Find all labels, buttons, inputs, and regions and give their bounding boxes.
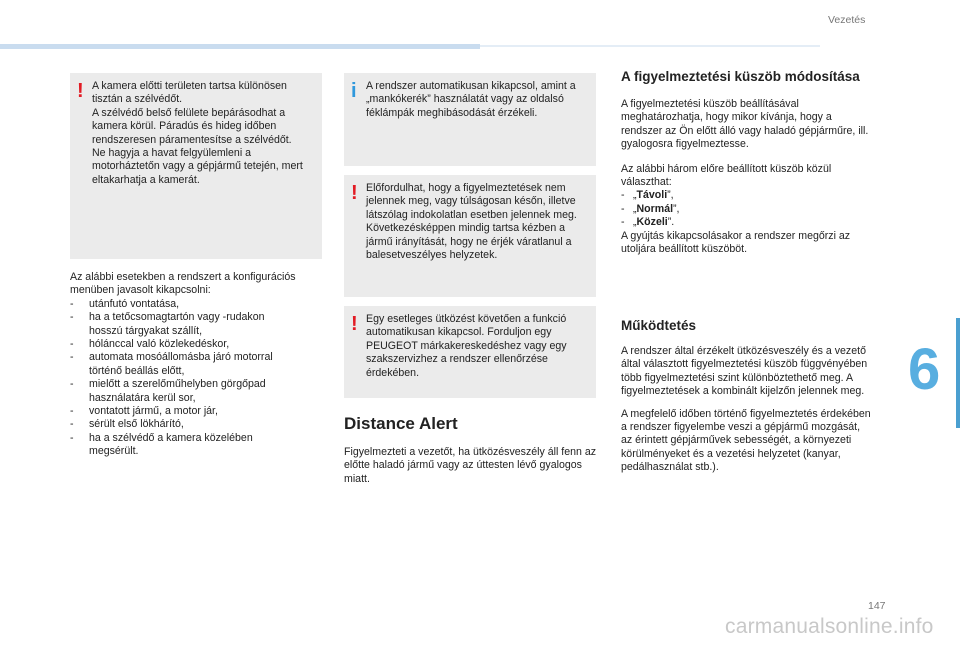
page-number: 147 xyxy=(868,600,886,612)
info-box xyxy=(344,73,596,166)
threshold-options xyxy=(621,189,871,229)
operation-section xyxy=(621,318,871,475)
threshold-paragraph-3: A gyújtás kikapcsolásakor a rendszer megőrzi az utoljára beállított küszöböt. xyxy=(621,229,851,256)
section-title: Vezetés xyxy=(828,14,866,26)
deactivation-section xyxy=(70,271,325,459)
list-item: - ha a tetőcsomagtartón vagy -rudakon hosszú tárgyakat szállít, xyxy=(70,311,325,338)
camera-warning-text: A kamera előtti területen tartsa különösen tisztán a szélvédőt. A szélvédő belső felülete bepárásodhat a kamera körül. Páradús és hideg időben rendszeresen páramentesítse a szélvédőt. Ne hagyja a havat felgyülemleni a motorháztetőn vagy a gépjármű tetején, mert eltakarhatja a kamerát. xyxy=(92,80,303,186)
watermark: carmanualsonline.info xyxy=(725,615,934,638)
threshold-option: - „Normál”, xyxy=(621,203,871,216)
warning-icon: ! xyxy=(351,182,358,204)
distance-alert-section xyxy=(344,414,599,486)
list-item: - automata mosóállomásba járó motorral történő beállás előtt, xyxy=(70,351,325,378)
threshold-option: - „Távoli”, xyxy=(621,189,871,202)
collision-warning-text: Egy esetleges ütközést követően a funkció automatikusan kikapcsol. Forduljon egy PEUGEOT márkakereskedéshez vagy egy szakszervizhez a rendszer ellenőrzése érdekében. xyxy=(366,313,567,379)
list-item: - vontatott jármű, a motor jár, xyxy=(70,405,325,418)
chapter-tab xyxy=(956,318,960,428)
option-name: Normál xyxy=(636,202,674,215)
distance-alert-title: Distance Alert xyxy=(344,414,458,433)
threshold-section xyxy=(621,69,871,256)
camera-warning-box xyxy=(70,73,322,259)
alert-warning-text: Előfordulhat, hogy a figyelmeztetések nem jelennek meg, vagy túlságosan későn, illetve látszólag indokolatlan esetben jelennek meg. Következésképpen mindig tartsa kézben a jármű irányítását, hogy ne érjék váratlanul a balesetveszélyes helyzetek. xyxy=(366,182,577,262)
list-item: - ha a szélvédő a kamera közelében megsérült. xyxy=(70,432,325,459)
warning-icon: ! xyxy=(351,313,358,335)
info-icon: i xyxy=(351,80,357,102)
list-item: - mielőtt a szerelőműhelyben görgőpad használatára kerül sor, xyxy=(70,378,325,405)
option-name: Közeli xyxy=(636,216,668,229)
list-item: - hólánccal való közlekedéskor, xyxy=(70,338,325,351)
deactivation-intro: Az alábbi esetekben a rendszert a konfigurációs menüben javasolt kikapcsolni: xyxy=(70,271,296,297)
distance-alert-text: Figyelmezteti a vezetőt, ha ütközésveszély áll fenn az előtte haladó jármű vagy az úttesten lévő gyalogos miatt. xyxy=(344,446,597,485)
threshold-paragraph-2: Az alábbi három előre beállított küszöb közül választhat: xyxy=(621,162,832,189)
alert-warning-box xyxy=(344,175,596,297)
collision-warning-box xyxy=(344,306,596,398)
list-item: - sérült első lökhárító, xyxy=(70,418,325,431)
threshold-paragraph-1: A figyelmeztetési küszöb beállításával meghatározhatja, hogy mikor kívánja, hogy a rendszer az Ön előtt álló vagy haladó gépjárműre, ill. gyalogosra figyelmeztesse. xyxy=(621,98,869,151)
deactivation-list xyxy=(70,298,325,459)
chapter-number: 6 xyxy=(908,337,941,402)
operation-paragraph-2: A megfelelő időben történő figyelmeztetés érdekében a rendszer figyelembe veszi a gépjármű mozgását, az érintett gépjárművek sebességét, a környezeti körülményeket és a vezetési helyzetet (kanyar, pedálhasználat stb.). xyxy=(621,407,871,474)
list-item: - utánfutó vontatása, xyxy=(70,298,325,311)
option-name: Távoli xyxy=(636,189,668,202)
operation-paragraph-1: A rendszer által érzékelt ütközésveszély és a vezető által választott figyelmeztetési küszöb függvényében több figyelmeztetési szint különböztethető meg. A figyelmeztetések a kombinált kijelzőn jelennek meg. xyxy=(621,345,868,398)
warning-icon: ! xyxy=(77,80,84,102)
threshold-option: - „Közeli”. xyxy=(621,216,871,229)
info-box-text: A rendszer automatikusan kikapcsol, amint a „mankókerék” használatát vagy az oldalsó féklámpák meghibásodását érzékeli. xyxy=(366,80,576,119)
operation-title: Működtetés xyxy=(621,318,697,333)
header-bar-thin xyxy=(480,45,820,47)
threshold-title: A figyelmeztetési küszöb módosítása xyxy=(621,69,860,84)
header-bar xyxy=(0,44,480,49)
